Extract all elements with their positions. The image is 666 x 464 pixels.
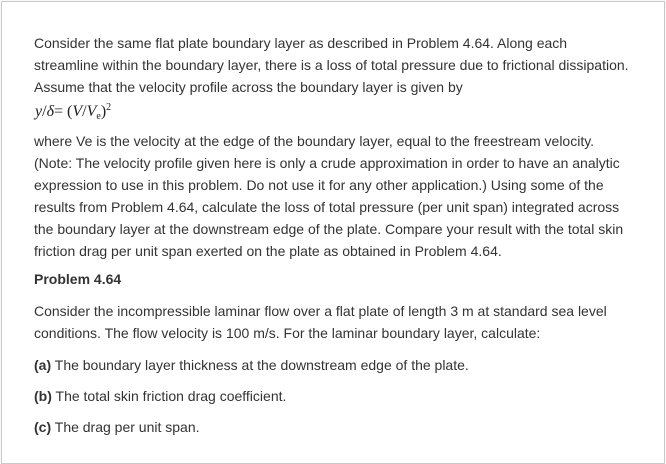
reference-heading: Problem 4.64 [34,271,122,287]
problem-content [34,32,634,447]
eq-close: ) [100,103,107,120]
part-b [34,385,634,407]
eq-y: y [35,103,43,120]
part-b-text: The total skin friction drag coefficient. [51,388,287,404]
eq-slash: / [42,103,47,120]
eq-delta: δ [46,103,54,120]
part-c [34,416,634,438]
part-b-label: (b) [34,388,52,404]
part-a-label: (a) [34,357,52,373]
part-a [34,354,634,376]
eq-ve: V [86,103,97,120]
problem-intro: Consider the same flat plate boundary layer as described in Problem 4.64. Along each streamline within the boundary layer, there is a loss of total pressure due to frictional dissipation. Assume that the velocity profile across the boundary layer is given by [34,35,629,95]
eq-v: V [72,103,83,120]
reference-intro: Consider the incompressible laminar flow over a flat plate of length 3 m at standard sea level conditions. The flow velocity is 100 m/s. For the laminar boundary layer, calculate: [34,303,607,341]
problem-body: where Ve is the velocity at the edge of the boundary layer, equal to the freestream velocity. (Note: The velocity profile given here is only a crude approximation in order to have an analytic expression to use in this problem. Do not use it for any other application.) Using some of the results from Problem 4.64, calculate the loss of total pressure (per unit span) integrated across the boundary layer at the downstream edge of the plate. Compare your result with the total skin friction drag per unit span exerted on the plate as obtained in Problem 4.64. [34,133,624,259]
velocity-profile-equation [35,102,634,122]
eq-equals: = ( [54,103,73,120]
eq-exponent: 2 [106,102,112,113]
part-c-text: The drag per unit span. [51,419,200,435]
eq-ve-subscript: e [96,111,101,122]
eq-slash2: / [82,103,87,120]
part-a-text: The boundary layer thickness at the downstream edge of the plate. [51,357,469,373]
problem-card [1,1,665,464]
part-c-label: (c) [34,419,52,435]
